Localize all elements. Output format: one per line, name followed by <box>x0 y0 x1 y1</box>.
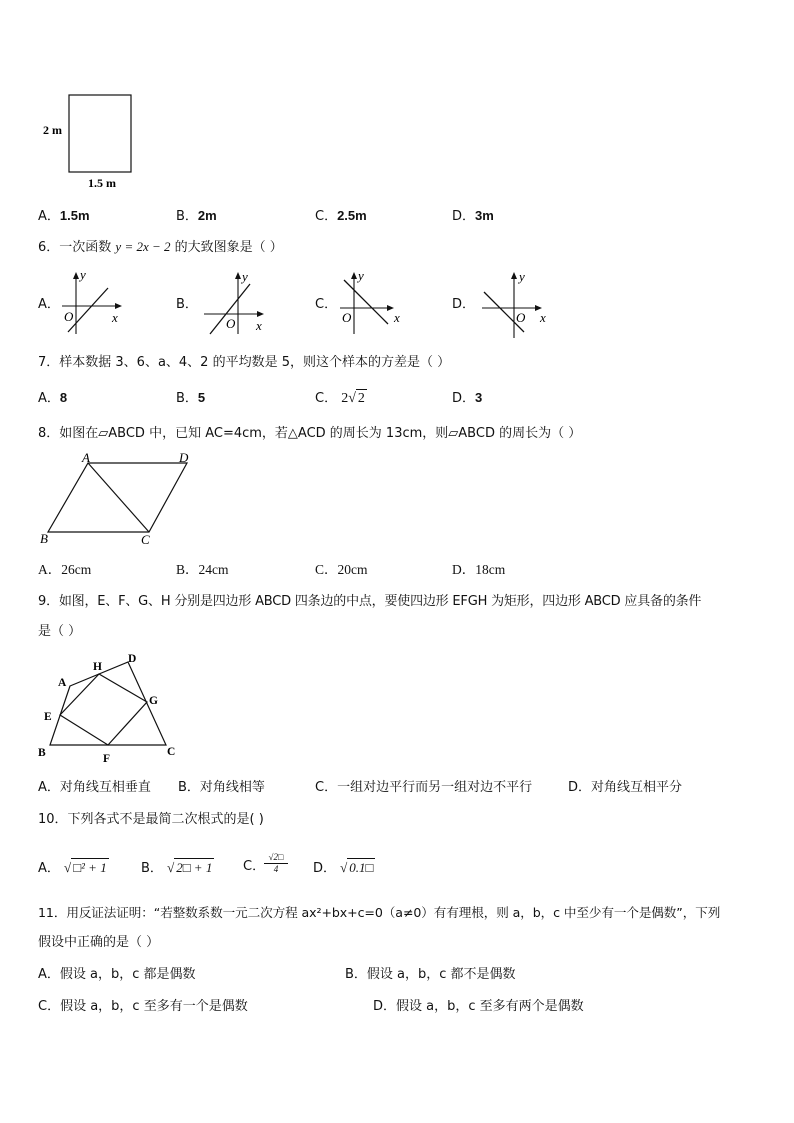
q9-vertex-c-label: C <box>167 746 176 758</box>
q5-option-c[interactable] <box>315 207 367 226</box>
q7-option-c[interactable] <box>315 389 367 408</box>
q8-option-b[interactable] <box>176 561 229 579</box>
q11-option-a[interactable] <box>38 966 196 984</box>
q9-vertex-d-label: D <box>128 653 137 665</box>
q8-option-a-text: 26cm <box>61 562 92 577</box>
q11-option-b-text: 假设 a，b，c 都不是偶数 <box>366 967 516 982</box>
q6-graph-a <box>58 268 128 338</box>
q10-option-a-radicand: □² + 1 <box>73 860 107 875</box>
q9-stem-line1: 9．如图，E、F、G、H 分别是四边形 ABCD 四条边的中点，要使四边形 EFGH 为矩形，四边形 ABCD 应具备的条件 <box>38 594 702 609</box>
q7-option-c-key: C． <box>315 391 338 406</box>
q7-option-b-text: 5 <box>197 390 206 405</box>
q8-option-d[interactable] <box>452 561 505 579</box>
q9-option-d-key: D． <box>568 780 592 795</box>
q8-option-c-key: C． <box>315 562 338 577</box>
q8-option-c[interactable] <box>315 561 368 579</box>
q10-option-b-radicand: 2□ + 1 <box>176 860 213 875</box>
q9-option-c-text: 一组对边平行而另一组对边不平行 <box>337 780 533 795</box>
q11-option-a-key: A． <box>38 967 60 982</box>
q10-option-c[interactable] <box>243 858 265 876</box>
q10-option-b-radical-sign: √ <box>167 860 175 875</box>
q10-option-a-radical-sign: √ <box>64 860 72 875</box>
q9-option-b[interactable] <box>178 779 265 797</box>
q8-parallelogram <box>48 463 187 532</box>
q9-midpoint-g-label: G <box>149 695 158 707</box>
q9-vertex-b-label: B <box>38 747 46 759</box>
q11-option-b-key: B． <box>345 967 367 982</box>
q7-option-d[interactable] <box>452 389 482 408</box>
q6-graph-c <box>336 268 411 338</box>
q5-option-d-key: D． <box>452 209 476 224</box>
q5-option-a-key: A． <box>38 209 60 224</box>
q7-option-c-radical-sign: √ <box>348 391 356 406</box>
q9-midpoint-f-label: F <box>103 753 111 765</box>
q9-midpoint-e-label: E <box>44 711 52 723</box>
q10-stem: 10．下列各式不是最简二次根式的是( ) <box>38 812 264 827</box>
q8-option-a-key: A． <box>38 562 62 577</box>
q8-vertex-b-label: B <box>40 531 48 546</box>
q8-option-b-text: 24cm <box>198 562 229 577</box>
q5-height-label: 2 m <box>43 123 62 137</box>
q8-option-a[interactable] <box>38 561 91 579</box>
q6-graph-d-origin-label: O <box>516 310 526 325</box>
q9-option-c-key: C． <box>315 780 338 795</box>
q7-option-c-radicand: 2 <box>357 391 365 406</box>
q7-option-d-key: D． <box>452 391 476 406</box>
q5-option-a-text: 1.5m <box>59 208 90 223</box>
q6-option-c-key[interactable]: C． <box>315 297 338 312</box>
q11-option-a-text: 假设 a，b，c 都是偶数 <box>59 967 196 982</box>
q8-option-b-key: B． <box>176 562 199 577</box>
q11-option-d[interactable] <box>373 998 584 1016</box>
q6-graph-d <box>478 268 558 343</box>
q8-vertex-c-label: C <box>141 532 150 547</box>
q10-option-a[interactable] <box>38 858 109 878</box>
q10-option-d-radical-sign: √ <box>340 860 348 875</box>
q8-option-d-key: D． <box>452 562 476 577</box>
q8-vertex-d-label: D <box>179 452 189 465</box>
q5-option-d-text: 3m <box>475 208 494 223</box>
q11-stem-line2: 假设中正确的是（ ） <box>38 935 160 950</box>
q7-option-a[interactable] <box>38 389 67 408</box>
q11-option-b[interactable] <box>345 966 516 984</box>
q10-option-a-key: A． <box>38 861 60 876</box>
q7-option-b-key: B． <box>176 391 198 406</box>
q9-option-c[interactable] <box>315 779 532 797</box>
q9-quadrilateral-figure <box>36 650 186 768</box>
q11-option-d-text: 假设 a，b，c 至多有两个是偶数 <box>396 999 584 1014</box>
q6-graph-c-x-label: x <box>394 310 400 325</box>
q7-option-c-coef: 2 <box>341 391 349 406</box>
q9-stem-line2: 是（ ） <box>38 624 82 639</box>
q11-stem-line1: 11．用反证法证明：“若整数系数一元二次方程 ax²+bx+c=0（a≠0）有有理根，则 a，b，c 中至少有一个是偶数”，下列 <box>38 905 721 920</box>
q6-option-a-key[interactable]: A． <box>38 297 60 312</box>
q9-vertex-a-label: A <box>58 677 67 689</box>
q6-graph-a-origin-label: O <box>64 309 74 324</box>
q7-option-a-key: A． <box>38 391 60 406</box>
q6-option-d-key[interactable]: D． <box>452 297 476 312</box>
q6-graph-c-y-label: y <box>358 268 364 283</box>
q5-option-d[interactable] <box>452 207 494 226</box>
q6-graph-b-origin-label: O <box>226 316 236 331</box>
q9-option-a-key: A． <box>38 780 60 795</box>
q10-option-b[interactable] <box>141 858 214 878</box>
q5-option-c-key: C． <box>315 209 338 224</box>
q6-graph-d-x-label: x <box>540 310 546 325</box>
q6-stem-formula: y = 2x − 2 <box>115 239 171 254</box>
q11-option-c[interactable] <box>38 998 248 1016</box>
q11-option-c-key: C． <box>38 999 61 1014</box>
q7-option-c-formula <box>341 391 367 406</box>
q10-option-b-key: B． <box>141 861 163 876</box>
q5-option-b-text: 2m <box>197 208 217 223</box>
q10-option-d-key: D． <box>313 861 337 876</box>
q9-midpoint-h-label: H <box>93 661 102 673</box>
q5-option-b-key: B． <box>176 209 198 224</box>
q11-option-d-key: D． <box>373 999 397 1014</box>
q9-option-b-key: B． <box>178 780 200 795</box>
q9-option-d[interactable] <box>568 779 682 797</box>
q6-stem-prefix: 6．一次函数 <box>38 240 112 255</box>
q6-stem <box>38 238 283 257</box>
q5-width-label: 1.5 m <box>88 176 116 190</box>
q8-diagonal-ac <box>88 463 149 532</box>
q7-stem: 7．样本数据 3、6、a、4、2 的平均数是 5，则这个样本的方差是（ ） <box>38 355 451 370</box>
q7-option-b[interactable] <box>176 389 205 408</box>
q10-option-c-key: C． <box>243 859 266 874</box>
q8-stem: 8．如图在▱ABCD 中，已知 AC=4cm，若△ACD 的周长为 13cm，则▱ABCD 的周长为（ ） <box>38 426 582 441</box>
q7-option-a-text: 8 <box>59 390 68 405</box>
q6-graph-a-x-label: x <box>112 310 118 325</box>
q6-graph-b-y-label: y <box>242 269 248 284</box>
q9-option-d-text: 对角线互相平分 <box>591 780 683 795</box>
q6-option-b-key[interactable]: B． <box>176 297 198 312</box>
q6-graph-b-x-label: x <box>256 318 262 333</box>
q8-vertex-a-label: A <box>82 452 90 465</box>
q10-option-d[interactable] <box>313 858 375 878</box>
q6-graph-c-origin-label: O <box>342 310 352 325</box>
q5-option-a[interactable] <box>38 207 90 226</box>
q5-rectangle <box>69 95 131 172</box>
q8-option-d-text: 18cm <box>475 562 506 577</box>
q10-option-c-fraction <box>264 852 288 875</box>
q6-graph-b <box>200 268 275 338</box>
q8-parallelogram-figure <box>36 452 206 547</box>
q6-graph-d-y-label: y <box>519 269 525 284</box>
q10-option-d-radicand: 0.1□ <box>349 860 374 875</box>
q5-option-c-text: 2.5m <box>337 208 367 223</box>
q9-option-a[interactable] <box>38 779 151 797</box>
q9-option-b-text: 对角线相等 <box>199 780 265 795</box>
q5-rectangle-figure <box>38 92 148 192</box>
q10-option-c-denominator: 4 <box>273 864 279 874</box>
q6-graph-a-line <box>68 288 108 332</box>
q5-option-b[interactable] <box>176 207 217 226</box>
q11-option-c-text: 假设 a，b，c 至多有一个是偶数 <box>60 999 248 1014</box>
q9-option-a-text: 对角线互相垂直 <box>59 780 151 795</box>
q8-option-c-text: 20cm <box>337 562 368 577</box>
q6-stem-suffix: 的大致图象是（ ） <box>174 240 283 255</box>
q6-graph-a-y-label: y <box>80 268 86 282</box>
q10-option-c-numerator: √2□ <box>264 852 288 864</box>
q7-option-d-text: 3 <box>475 390 483 405</box>
